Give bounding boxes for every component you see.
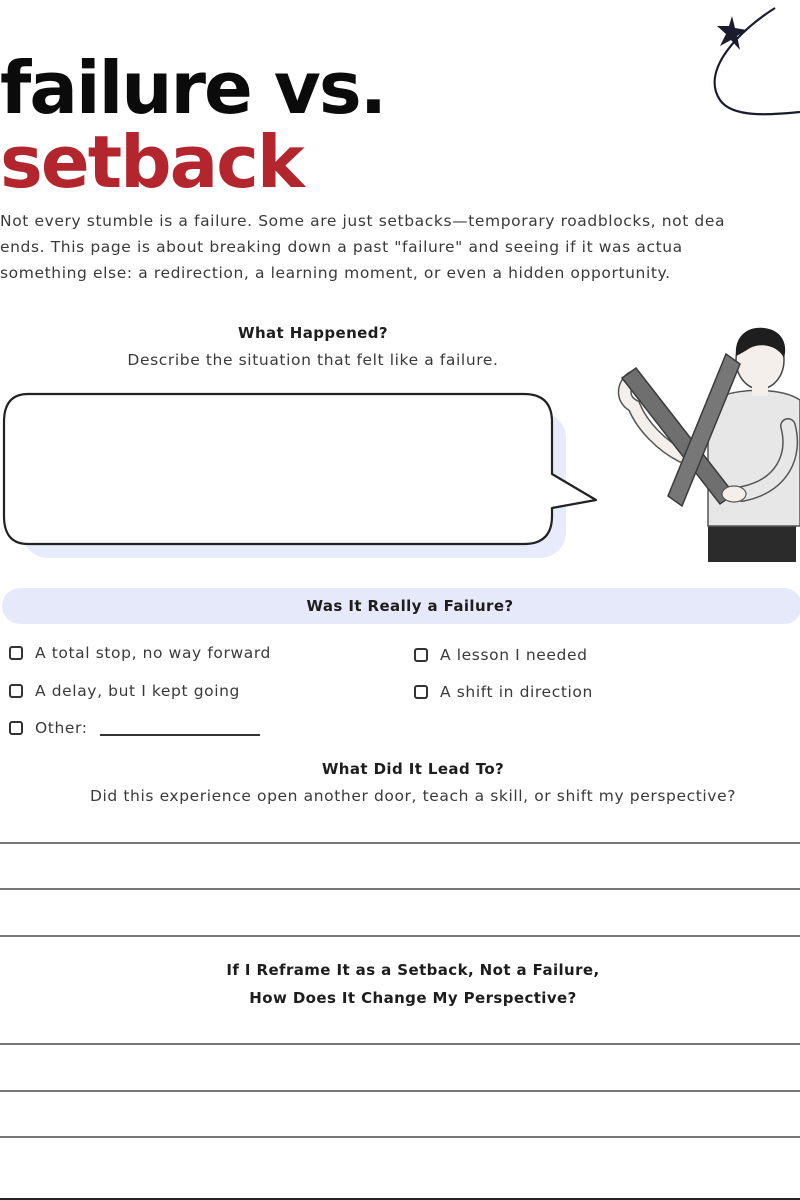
option-other[interactable]: [9, 719, 260, 737]
option-label: A total stop, no way forward: [35, 644, 271, 662]
person-holding-x-illustration: [612, 326, 800, 562]
answer-line[interactable]: [0, 842, 800, 844]
star-swoosh-icon: [700, 0, 800, 120]
page-title-line1: failure vs.: [0, 46, 386, 130]
lead-to-prompt: Did this experience open another door, teach a skill, or shift my perspective?: [89, 787, 737, 805]
answer-line[interactable]: [0, 1090, 800, 1092]
option-label: A lesson I needed: [440, 646, 588, 664]
option-delay[interactable]: [9, 682, 240, 700]
reframe-heading-line1: If I Reframe It as a Setback, Not a Failure,: [226, 961, 600, 979]
option-total-stop[interactable]: [9, 644, 271, 662]
option-label: A shift in direction: [440, 683, 593, 701]
checkbox[interactable]: [9, 646, 23, 660]
what-happened-prompt: Describe the situation that felt like a failure.: [127, 351, 499, 369]
reframe-heading-line2: How Does It Change My Perspective?: [249, 989, 577, 1007]
answer-line[interactable]: [0, 888, 800, 890]
checkbox[interactable]: [414, 685, 428, 699]
what-happened-heading: What Happened?: [238, 324, 388, 342]
checkbox[interactable]: [9, 684, 23, 698]
answer-line[interactable]: [0, 1043, 800, 1045]
intro-line: something else: a redirection, a learning moment, or even a hidden opportunity.: [0, 264, 671, 282]
intro-line: ends. This page is about breaking down a past "failure" and seeing if it was actua: [0, 238, 683, 256]
checkbox[interactable]: [9, 721, 23, 735]
what-happened-answer-box[interactable]: [0, 390, 600, 550]
page-title-line2: setback: [0, 120, 303, 204]
option-label: A delay, but I kept going: [35, 682, 240, 700]
lead-to-heading: What Did It Lead To?: [321, 760, 505, 778]
answer-line[interactable]: [0, 1136, 800, 1138]
option-shift-direction[interactable]: [414, 683, 593, 701]
was-it-failure-heading: Was It Really a Failure?: [306, 597, 514, 615]
intro-line: Not every stumble is a failure. Some are just setbacks—temporary roadblocks, not dea: [0, 212, 726, 230]
option-lesson-needed[interactable]: [414, 646, 588, 664]
other-answer-line[interactable]: [100, 720, 260, 736]
checkbox[interactable]: [414, 648, 428, 662]
intro-paragraph: [0, 208, 800, 294]
answer-line[interactable]: [0, 935, 800, 937]
option-label: Other:: [35, 719, 88, 737]
